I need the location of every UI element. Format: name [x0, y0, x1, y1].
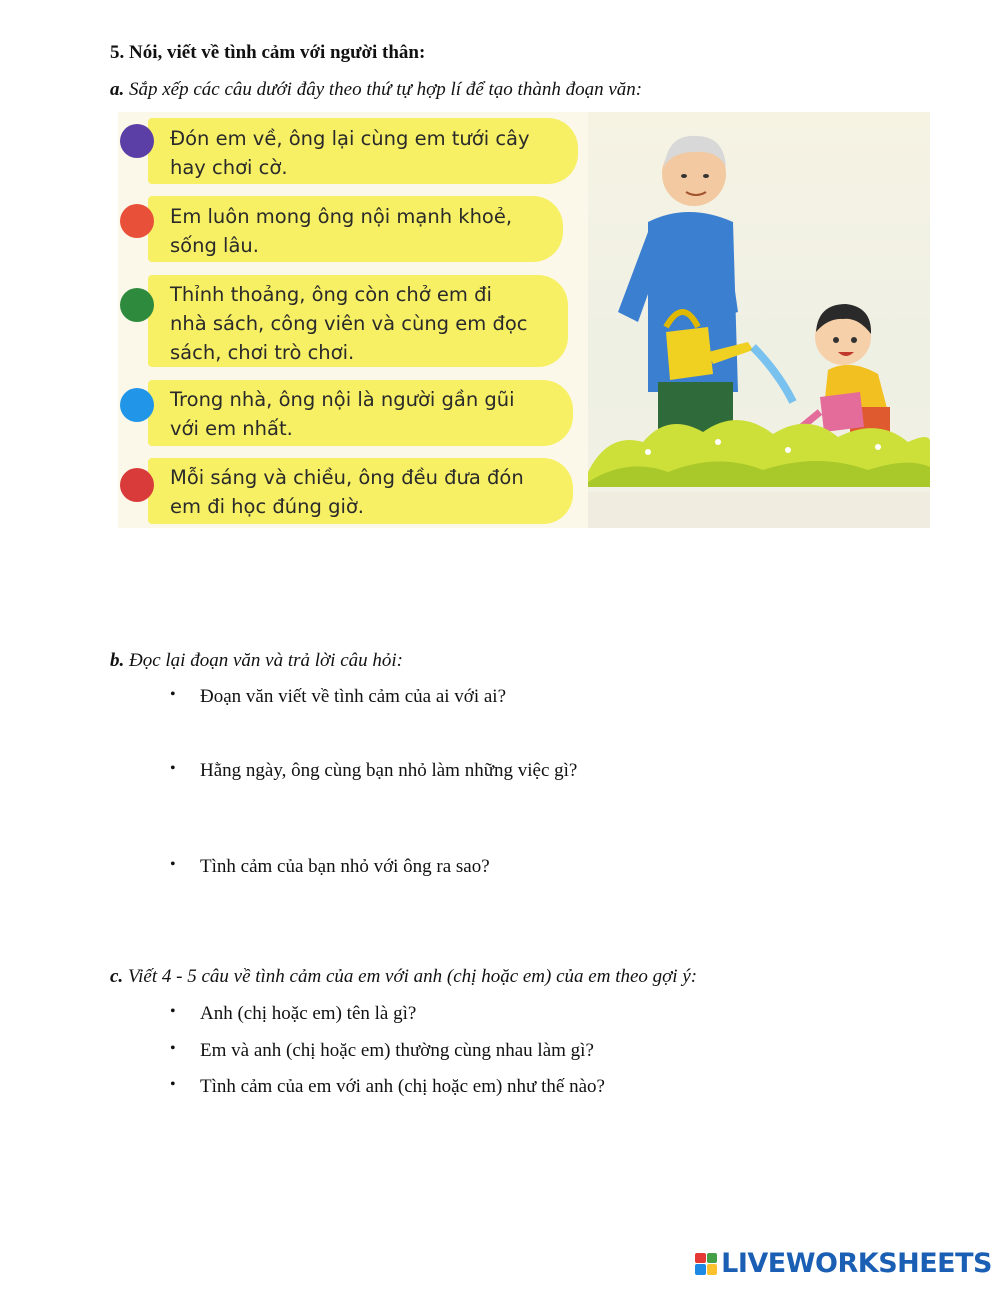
- logo-mark-icon: [695, 1253, 717, 1275]
- sentence-5-line-2: em đi học đúng giờ.: [170, 495, 364, 518]
- sentence-3-line-1: Thỉnh thoảng, ông còn chở em đi: [170, 283, 492, 306]
- instruction-a: [110, 79, 642, 101]
- green-dot: [120, 288, 154, 322]
- red-dot: [120, 468, 154, 502]
- question-c-3: Tình cảm của em với anh (chị hoặc em) như thế nào?: [200, 1076, 605, 1097]
- logo-text: LIVEWORKSHEETS: [721, 1248, 992, 1279]
- sentence-5: [170, 463, 570, 521]
- question-b-2: Hằng ngày, ông cùng bạn nhỏ làm những việc gì?: [200, 760, 578, 781]
- sentence-1-line-1: Đón em về, ông lại cùng em tưới cây: [170, 127, 530, 150]
- sentence-4: [170, 385, 570, 443]
- sentence-2-line-2: sống lâu.: [170, 234, 259, 257]
- part-c-text: Viết 4 - 5 câu về tình cảm của em với anh (chị hoặc em) của em theo gợi ý:: [123, 966, 698, 987]
- question-c-1: Anh (chị hoặc em) tên là gì?: [200, 1003, 417, 1024]
- question-b-1: Đoạn văn viết về tình cảm của ai với ai?: [200, 686, 507, 707]
- sentence-3-line-3: sách, chơi trò chơi.: [170, 341, 355, 364]
- part-b-text: Đọc lại đoạn văn và trả lời câu hỏi:: [124, 650, 403, 671]
- sentence-3-line-2: nhà sách, công viên và cùng em đọc: [170, 312, 528, 335]
- blue-dot: [120, 388, 154, 422]
- sentence-2: [170, 202, 570, 260]
- orange-dot: [120, 204, 154, 238]
- sentence-2-line-1: Em luôn mong ông nội mạnh khoẻ,: [170, 205, 513, 228]
- sentence-4-line-1: Trong nhà, ông nội là người gần gũi: [170, 388, 515, 411]
- sentence-5-line-1: Mỗi sáng và chiều, ông đều đưa đón: [170, 466, 524, 489]
- part-b-label: b.: [110, 650, 125, 671]
- sentence-4-line-2: với em nhất.: [170, 417, 293, 440]
- part-c-label: c.: [110, 966, 124, 987]
- purple-dot: [120, 124, 154, 158]
- sentence-3: [170, 280, 570, 367]
- instruction-c: [110, 966, 697, 988]
- grandpa-child-watering-illustration: [588, 112, 930, 528]
- liveworksheets-logo[interactable]: [695, 1248, 992, 1279]
- part-a-label: a.: [110, 79, 125, 100]
- sentence-1-line-2: hay chơi cờ.: [170, 156, 288, 179]
- instruction-b: [110, 650, 403, 672]
- question-c-2: Em và anh (chị hoặc em) thường cùng nhau làm gì?: [200, 1040, 594, 1061]
- question-b-3: Tình cảm của bạn nhỏ với ông ra sao?: [200, 856, 490, 877]
- exercise-title: 5. Nói, viết về tình cảm với người thân:: [110, 42, 426, 63]
- sentence-1: [170, 124, 570, 182]
- part-a-text: Sắp xếp các câu dưới đây theo thứ tự hợp lí để tạo thành đoạn văn:: [124, 79, 643, 100]
- sentence-illustration: [118, 112, 930, 528]
